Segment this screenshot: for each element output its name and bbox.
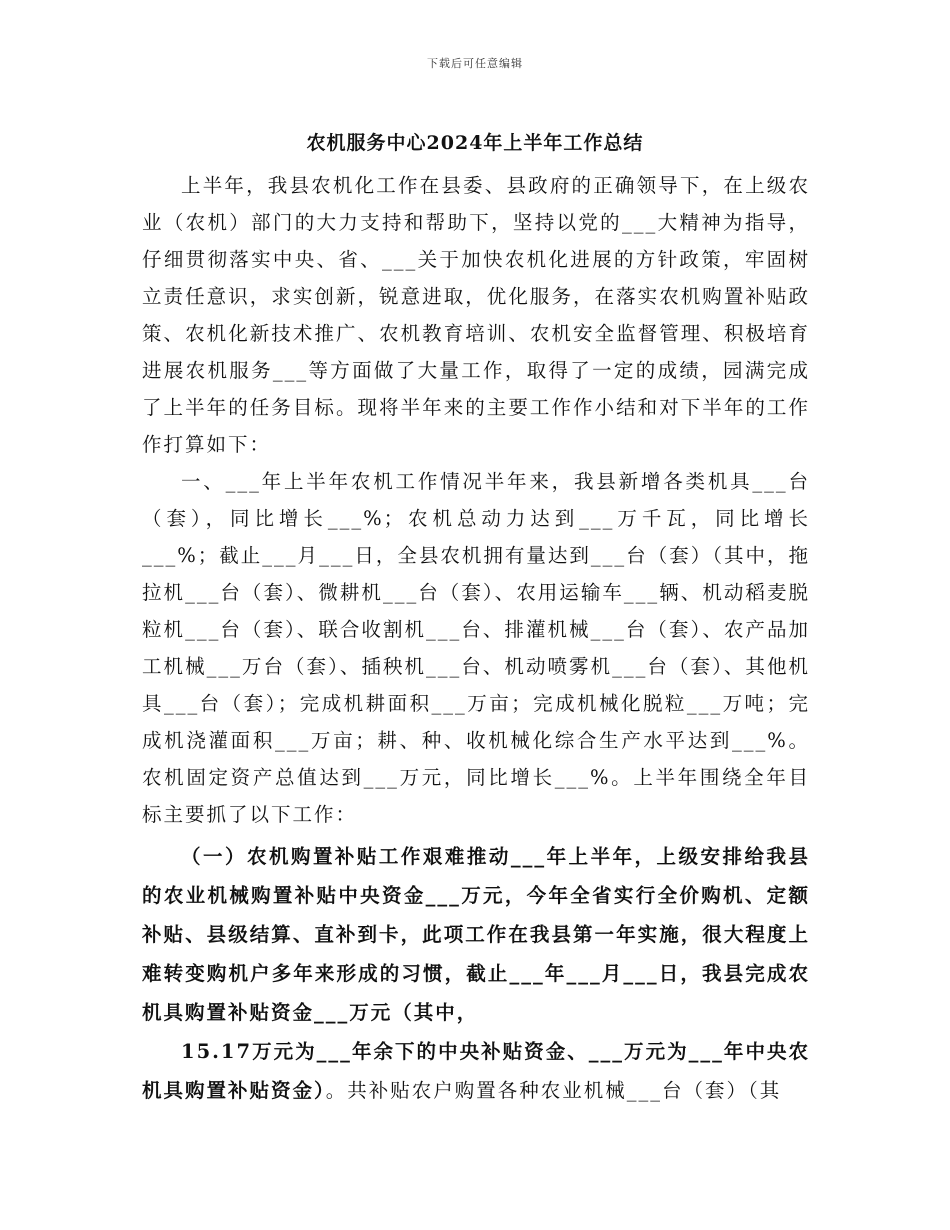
paragraph-subsection-one: （一）农机购置补贴工作艰难推动___年上半年，上级安排给我县的农业机械购置补贴中央资金___万元，今年全省实行全价购机、定额补贴、县级结算、直补到卡，此项工作在我县第一年实施，很大程度上难转变购机户多年来形成的习惯，截止___年___月___日，我县完成农机具购置补贴资金___万元（其中， — [142, 845, 810, 1024]
paragraph-intro: 上半年，我县农机化工作在县委、县政府的正确领导下，在上级农业（农机）部门的大力支持和帮助下，坚持以党的___大精神为指导，仔细贯彻落实中央、省、___关于加快农机化进展的方针政策，牢固树立责任意识，求实创新，锐意进取，优化服务，在落实农机购置补贴政策、农机化新技术推广、农机教育培训、农机安全监督管理、积极培育进展农机服务___等方面做了大量工作，取得了一定的成绩，园满完成了上半年的任务目标。现将半年来的主要工作作小结和对下半年的工作作打算如下： — [142, 174, 810, 456]
paragraph-subsection-continued — [142, 1032, 810, 1110]
document-title: 农机服务中心2024年上半年工作总结 — [306, 132, 644, 154]
paragraph-section-one: 一、___年上半年农机工作情况半年来，我县新增各类机具___台（套），同比增长___%；农机总动力达到___万千瓦，同比增长___%；截止___月___日，全县农机拥有量达到___台（套）（其中，拖拉机___台（套）、微耕机___台（套）、农用运输车___辆、机动稻麦脱粒机___台（套）、联合收割机___台、排灌机械___台（套）、农产品加工机械___万台（套）、插秧机___台、机动喷雾机___台（套）、其他机具___台（套）；完成机耕面积___万亩；完成机械化脱粒___万吨；完成机浇灌面积___万亩；耕、种、收机械化综合生产水平达到___%。农机固定资产总值达到___万元，同比增长___%。上半年围绕全年目标主要抓了以下工作： — [142, 470, 810, 826]
continued-normal-text: 。共补贴农户购置各种农业机械___台（套）（其 — [325, 1079, 782, 1102]
document-body — [142, 167, 810, 1110]
continued-bold-text: 15.17万元为___年余下的中央补贴资金、___万元为___年中央农机具购置补贴资金） — [142, 1040, 810, 1102]
header-note: 下载后可任意编辑 — [427, 57, 523, 70]
